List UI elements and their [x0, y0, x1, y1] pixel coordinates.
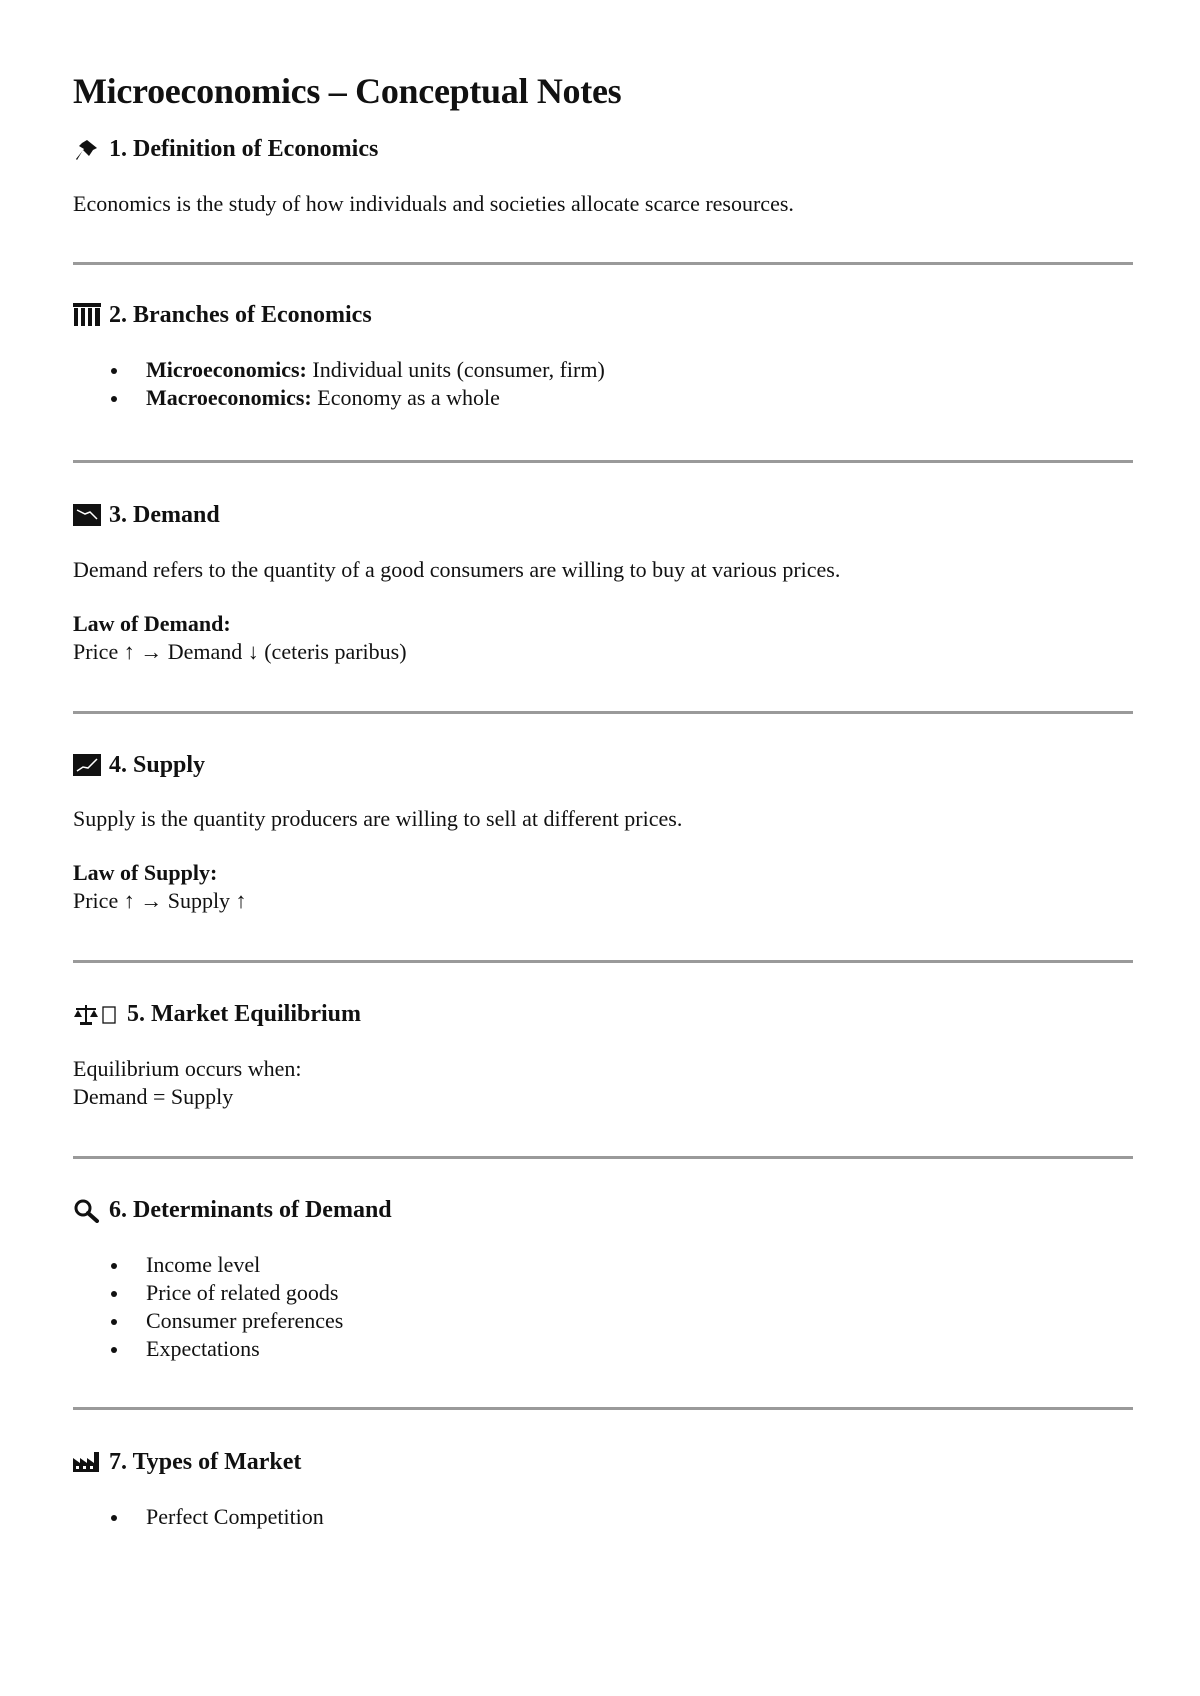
list-item: Price of related goods — [73, 1279, 1133, 1307]
section-paragraph: Demand refers to the quantity of a good consumers are willing to buy at various prices. — [73, 556, 841, 582]
section-heading-text: 3. Demand — [109, 501, 220, 528]
section-branches — [73, 301, 1133, 412]
law-block — [73, 859, 1133, 915]
determinants-list — [73, 1251, 1133, 1363]
section-definition — [73, 135, 1133, 218]
section-divider — [73, 262, 1133, 265]
law-label: Law of Supply: — [73, 860, 218, 886]
section-market-types — [73, 1448, 1133, 1531]
section-divider — [73, 960, 1133, 963]
balance-scale-icon — [73, 1003, 119, 1027]
section-heading — [73, 135, 1133, 164]
section-divider — [73, 711, 1133, 714]
magnifying-glass-icon — [73, 1199, 101, 1223]
section-divider — [73, 1407, 1133, 1410]
pushpin-icon — [73, 138, 101, 162]
document-page — [73, 70, 1133, 1531]
list-item-desc: Economy as a whole — [311, 384, 500, 410]
section-heading — [73, 1196, 1133, 1225]
factory-icon — [73, 1450, 101, 1474]
list-item — [73, 356, 1133, 384]
section-heading — [73, 501, 1133, 530]
section-divider — [73, 1156, 1133, 1159]
list-item-desc: Individual units (consumer, firm) — [306, 356, 605, 382]
law-label: Law of Demand: — [73, 610, 231, 636]
section-heading — [73, 1448, 1133, 1477]
section-heading — [73, 751, 1133, 780]
section-heading — [73, 301, 1133, 330]
list-item-term: Macroeconomics: — [146, 384, 312, 410]
section-heading-text: 2. Branches of Economics — [109, 301, 372, 328]
list-item — [73, 384, 1133, 412]
list-item: Income level — [73, 1251, 1133, 1279]
chart-decreasing-icon — [73, 503, 101, 527]
section-supply — [73, 751, 1133, 916]
section-heading-text: 4. Supply — [109, 751, 206, 778]
list-item-term: Microeconomics: — [146, 356, 307, 382]
section-paragraph: Economics is the study of how individuals and societies allocate scarce resources. — [73, 190, 794, 216]
classical-building-icon — [73, 303, 101, 327]
equilibrium-condition: Demand = Supply — [73, 1084, 234, 1110]
branches-list — [73, 356, 1133, 412]
document-title: Microeconomics – Conceptual Notes — [73, 71, 622, 111]
section-heading-text: 6. Determinants of Demand — [109, 1197, 392, 1224]
section-determinants — [73, 1196, 1133, 1363]
section-heading-text: 1. Definition of Economics — [109, 136, 379, 163]
list-item: Expectations — [73, 1335, 1133, 1363]
section-demand — [73, 501, 1133, 666]
market-types-list — [73, 1503, 1133, 1531]
equilibrium-line: Equilibrium occurs when: — [73, 1056, 302, 1082]
section-equilibrium — [73, 1000, 1133, 1111]
section-heading-text: 7. Types of Market — [109, 1448, 302, 1475]
section-heading — [73, 1000, 1133, 1029]
list-item: Consumer preferences — [73, 1307, 1133, 1335]
section-paragraph: Supply is the quantity producers are willing to sell at different prices. — [73, 806, 683, 832]
law-text: Price ↑ → Supply ↑ — [73, 888, 247, 914]
chart-increasing-icon — [73, 753, 101, 777]
section-heading-text: 5. Market Equilibrium — [127, 1001, 362, 1028]
list-item: Perfect Competition — [73, 1503, 1133, 1531]
law-text: Price ↑ → Demand ↓ (ceteris paribus) — [73, 638, 407, 664]
law-block — [73, 610, 1133, 666]
section-divider — [73, 460, 1133, 463]
